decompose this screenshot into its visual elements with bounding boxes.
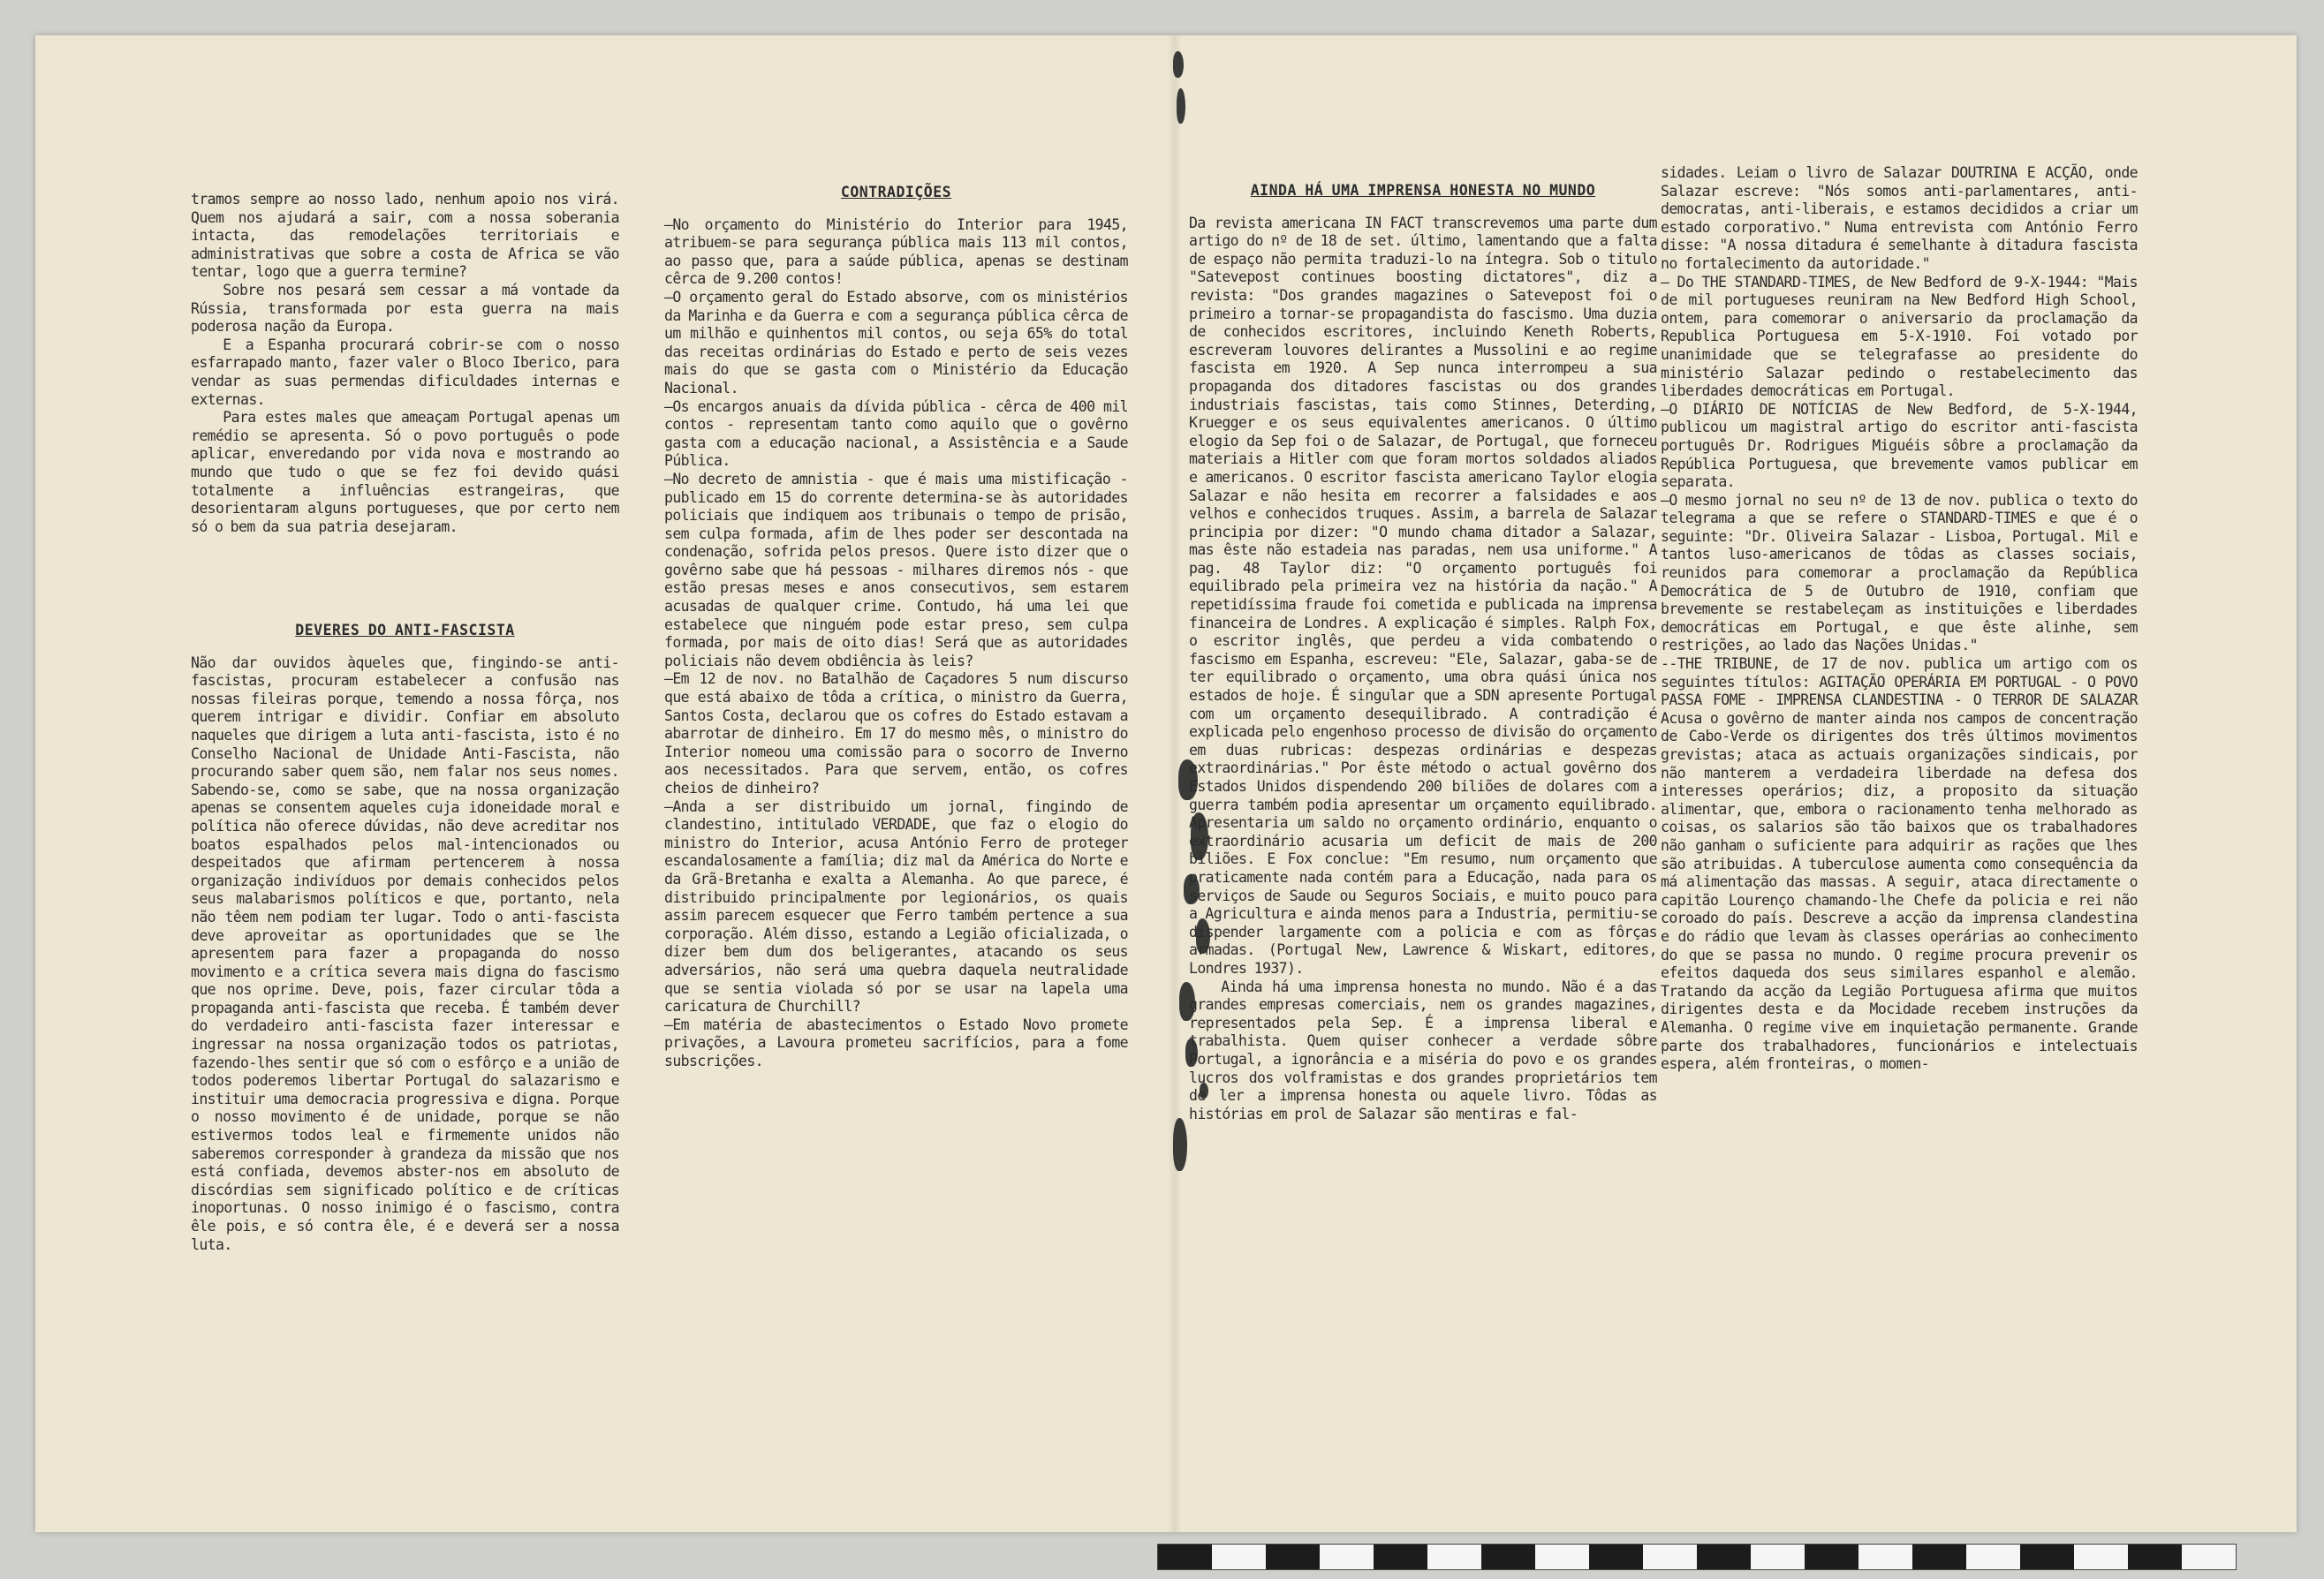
paragraph: —O orçamento geral do Estado absorve, com os ministérios da Marinha e da Guerra e com a segurança pública cêrca de um milhão e quinhentos mil contos, ou seja 65% do total das receitas ordinárias do Estado e perto de seis vezes mais do que se gasta com o Ministério da Educação Nacional. (664, 288, 1128, 397)
article-deveres-anti-fascista (191, 622, 619, 1254)
column-1-top (191, 191, 619, 536)
scale-ruler (1157, 1544, 2237, 1570)
paragraph: E a Espanha procurará cobrir-se com o nosso esfarrapado manto, fazer valer o Bloco Iberico, para vendar as suas permendas dificuldades internas e externas. (191, 336, 619, 408)
paper-hole (1173, 51, 1184, 78)
paragraph: —Anda a ser distribuido um jornal, fingindo de clandestino, intitulado VERDADE, que faz o elogio do ministro do Interior, acusa António Ferro de proteger escandalosamente a família; diz mal da América do Norte e da Grã-Bretanha e exalta a Alemanha. Ao que parece, é distribuido principalmente por legionários, os quais assim parecem esquecer que Ferro também pertence a sua corporação. Além disso, estando a Legião oficializada, o dizer bem dum dos beligerantes, atacando os seus adversários, não será uma quebra daquela neutralidade que se sentia violada só por se usar na lapela uma caricatura de Churchill? (664, 797, 1128, 1016)
article-contradicoes (664, 184, 1128, 1071)
paragraph: Ainda há uma imprensa honesta no mundo. Não é a das grandes empresas comerciais, nem os grandes magazines, representados pela Sep. É a imprensa liberal e trabalhista. Quem quiser conhecer a verdade sôbre Portugal, a ignorância e a miséria do povo e os grandes lucros dos volframistas e dos grandes proprietários tem de ler a imprensa honesta ou aquele livro. Tôdas as histórias em prol de Salazar são mentiras e fal- (1189, 978, 1657, 1122)
article-imprensa-honesta (1189, 182, 1657, 1123)
paragraph: Da revista americana IN FACT transcrevemos uma parte dum artigo do nº de 18 de set. último, lamentando que a falta de espaço não permita traduzi-lo na íntegra. Sob o titulo "Satevepost continues boosting dictatores", diz a revista: "Dos grandes magazines o Satevepost foi o primeiro a tornar-se propagandista do fascismo. Uma duzia de conhecidos escritores, incluindo Keneth Roberts, escreveram louvores delirantes a Mussolini e ao regime fascista em 1920. A Sep nunca interrompeu a sua propaganda dos ditadores fascistas ou dos grandes industriais fascistas, tais como Stinnes, Deterding, Kruegger e os seus equivalentes americanos. O último elogio da Sep foi o de Salazar, de Portugal, que forneceu materiais a Hitler com que foram mortos soldados aliados e americanos. O escritor fascista americano Taylor elogia Salazar e não hesita em recorrer a falsidades e aos velhos e conhecidos truques. Assim, a barrela de Salazar principia por dizer: "O mundo chama ditador a Salazar, mas êste não estadeia nas paradas, nem usa uniforme." A pag. 48 Taylor diz: "O orçamento português foi equilibrado pela primeira vez na história da nação." A repetidíssima fraude foi cometida e publicada na imprensa financeira de Londres. A explicação é simples. Ralph Fox, o escritor inglês, que perdeu a vida combatendo o fascismo em Espanha, escreveu: "Ele, Salazar, gaba-se de ter equilibrado o orçamento, uma obra quási única nos estados de hoje. É singular que a SDN apresente Portugal com um orçamento desequilibrado. A contradição é explicada pelo engenhoso processo de divisão do orçamento em duas rubricas: despezas ordinárias e despezas extraordinárias." Por êste método o actual govêrno dos Estados Unidos dispendendo 200 biliões de dolares com a guerra também podia apresentar um orçamento equilibrado. Apresentaria um saldo no orçamento ordinário, enquanto o extraordinário acusaria um deficit de mais de 200 biliões. E Fox conclue: "Em resumo, num orçamento que praticamente nada contém para a Educação, nada para os serviços de Saude ou Seguros Sociais, e muito pouco para a Agricultura e ainda menos para a Industria, permitiu-se dispender largamente com a policia e com as fôrças armadas. (Portugal New, Lawrence & Wiskart, editores, Londres 1937). (1189, 214, 1657, 977)
paragraph: —No decreto de amnistia - que é mais uma mistificação - publicado em 15 do corrente determina-se às autoridades policiais que indiquem aos tribunais o tempo de prisão, sem culpa formada, afim de lhes poder ser descontada na condenação, sofrida pelos presos. Quere isto dizer que o govêrno sabe que há pessoas - milhares diremos nós - que estão presas meses e anos consecutivos, sem estarem acusadas de qualquer crime. Contudo, há uma lei que estabelece que ninguém pode estar preso, sem culpa formada, por mais de oito dias! Será que as autoridades policiais não devem obdiência às leis? (664, 470, 1128, 669)
paragraph: —O mesmo jornal no seu nº de 13 de nov. publica o texto do telegrama a que se refere o STANDARD-TIMES e que é o seguinte: "Dr. Oliveira Salazar - Lisboa, Portugal. Mil e tantos luso-americanos de tôdas as classes sociais, reunidos para comemorar a proclamação da República Democrática de 5 de Outubro de 1910, confiam que brevemente se restabeleçam as instituições e liberdades democráticas em Portugal, e que êste alinhe, sem restrições, ao lado das Nações Unidas." (1661, 491, 2138, 654)
paragraph: Sobre nos pesará sem cessar a má vontade da Rússia, transformada por esta guerra na mais poderosa nação da Europa. (191, 281, 619, 336)
paragraph: --THE TRIBUNE, de 17 de nov. publica um artigo com os seguintes títulos: AGITAÇÃO OPERÁRIA EM PORTUGAL - O POVO PASSA FOME - IMPRENSA CLANDESTINA - O TERROR DE SALAZAR Acusa o govêrno de manter ainda nos campos de concentração de Cabo-Verde os dirigentes dos três últimos movimentos grevistas; ataca as actuais organizações sindicais, por não manterem a verdadeira liberdade na defesa dos interesses operários; diz, a proposito da situação alimentar, que, embora o racionamento tenha melhorado as coisas, os salarios são tão baixos que os trabalhadores não ganham o suficiente para adquirir as rações que lhes são atribuidas. A tuberculose aumenta como consequência da má alimentação das massas. A seguir, ataca directamente o capitão Lourenço chamando-lhe Chefe da policia e rei não coroado do país. Descreve a acção da imprensa clandestina e do rádio que levam às classes operárias ao conhecimento do que se passa no mundo. O regime procura prevenir os efeitos daqueda dos seus similares espanhol e alemão. Tratando da acção da Legião Portuguesa afirma que muitos dirigentes desta e da Mocidade recebem instruções da Alemanha. O regime vive em inquietação permanente. Grande parte dos trabalhadores, funcionários e intelectuais espera, além fronteiras, o momen- (1661, 655, 2138, 1073)
paper-hole (1177, 88, 1185, 124)
paragraph: —Em matéria de abastecimentos o Estado Novo promete privações, a Lavoura prometeu sacrifícios, para a fome subscrições. (664, 1016, 1128, 1069)
paragraph: —Os encargos anuais da dívida pública - cêrca de 400 mil contos - representam tanto como aquilo que o govêrno gasta com a educação nacional, a Assistência e a Saude Pública. (664, 397, 1128, 470)
article-heading: CONTRADIÇÕES (840, 184, 952, 200)
article-heading: AINDA HÁ UMA IMPRENSA HONESTA NO MUNDO (1250, 182, 1596, 199)
paragraph: —No orçamento do Ministério do Interior para 1945, atribuem-se para segurança pública mais 113 mil contos, ao passo que, para a saúde pública, apenas se destinam cêrca de 9.200 contos! (664, 215, 1128, 288)
paragraph: sidades. Leiam o livro de Salazar DOUTRINA E ACÇÃO, onde Salazar escreve: "Nós somos anti-parlamentares, anti-democratas, anti-liberais, e estamos decididos a criar um estado corporativo." Numa entrevista com António Ferro disse: "A nossa ditadura é semelhante à ditadura fascista no fortalecimento da autoridade." (1661, 164, 2138, 272)
paragraph: —Em 12 de nov. no Batalhão de Caçadores 5 num discurso que está abaixo de tôda a crítica, o ministro da Guerra, Santos Costa, declarou que os cofres do Estado estavam a abarrotar de dinheiro. Em 17 do mesmo mês, o ministro do Interior nomeou uma comissão para o socorro de Inverno aos necessitados. Para que servem, então, os cofres cheios de dinheiro? (664, 670, 1128, 797)
paragraph: — Do THE STANDARD-TIMES, de New Bedford de 9-X-1944: "Mais de mil portugueses reuniram na New Bedford High School, ontem, para comemorar o aniversario da proclamação da Republica Portuguesa em 5-X-1910. Foi votado por unanimidade que se telegrafasse ao presidente do ministério Salazar pedindo o restabelecimento das liberdades democráticas em Portugal. (1661, 273, 2138, 400)
paragraph: Não dar ouvidos àqueles que, fingindo-se anti-fascistas, procuram estabelecer a confusão nas nossas fileiras porque, temendo a nossa fôrça, nos querem intrigar e dividir. Confiar em absoluto naqueles que dirigem a luta anti-fascista, isto é no Conselho Nacional de Unidade Anti-Fascista, não procurando saber quem são, nem falar nos seus nomes. Sabendo-se, como se sabe, que na nossa organização apenas se consentem aqueles cuja idoneidade moral e política não oferece dúvidas, não deve acreditar nos boatos espalhados pelos mal-intencionados ou despeitados que afirmam pertencerem à nossa organização indivíduos por demais conhecidos pelos seus malabarismos políticos e que, portanto, nela não têem nem podiam ter lugar. Todo o anti-fascista deve aproveitar as oportunidades que se lhe apresentem para fazer a propaganda do nosso movimento e a crítica severa mais digna do fascismo que nos oprime. Deve, pois, fazer circular tôda a propaganda anti-fascista que receba. É também dever do verdadeiro anti-fascista fazer interessar e ingressar na nossa organização todos os patriotas, fazendo-lhes sentir que só com o esfôrço e a união de todos poderemos libertar Portugal do salazarismo e instituir uma democracia progressiva e digna. Porque o nosso movimento é de unidade, porque se não estivermos todos leal e firmemente unidos não saberemos corresponder à grandeza da missão que nos está confiada, devemos abster-nos em absoluto de discórdias sem significado político e de críticas inoportunas. O nosso inimigo é o fascismo, contra êle pois, e só contra êle, é e deverá ser a nossa luta. (191, 654, 619, 1253)
paragraph: tramos sempre ao nosso lado, nenhum apoio nos virá. Quem nos ajudará a sair, com a nossa soberania intacta, das remodelações territoriais e administrativas que sobre a costa de Africa se vão tentar, logo que a guerra termine? (191, 191, 619, 281)
paper-hole (1173, 1118, 1187, 1171)
paragraph: Para estes males que ameaçam Portugal apenas um remédio se apresenta. Só o povo português o pode aplicar, enveredando por vida nova e mostrando ao mundo que tudo o que se fez foi devido quási totalmente a influências estrangeiras, que desorientaram alguns portugueses, que por certo nem só o bem da sua patria desejaram. (191, 409, 619, 535)
column-4-continuation (1661, 164, 2138, 1074)
paragraph: —O DIÁRIO DE NOTÍCIAS de New Bedford, de 5-X-1944, publicou um magistral artigo do escritor anti-fascista português Dr. Rodrigues Miguéis sôbre a proclamação da República Portuguesa, que brevemente vamos publicar em separata. (1661, 400, 2138, 491)
article-heading: DEVERES DO ANTI-FASCISTA (295, 622, 515, 638)
